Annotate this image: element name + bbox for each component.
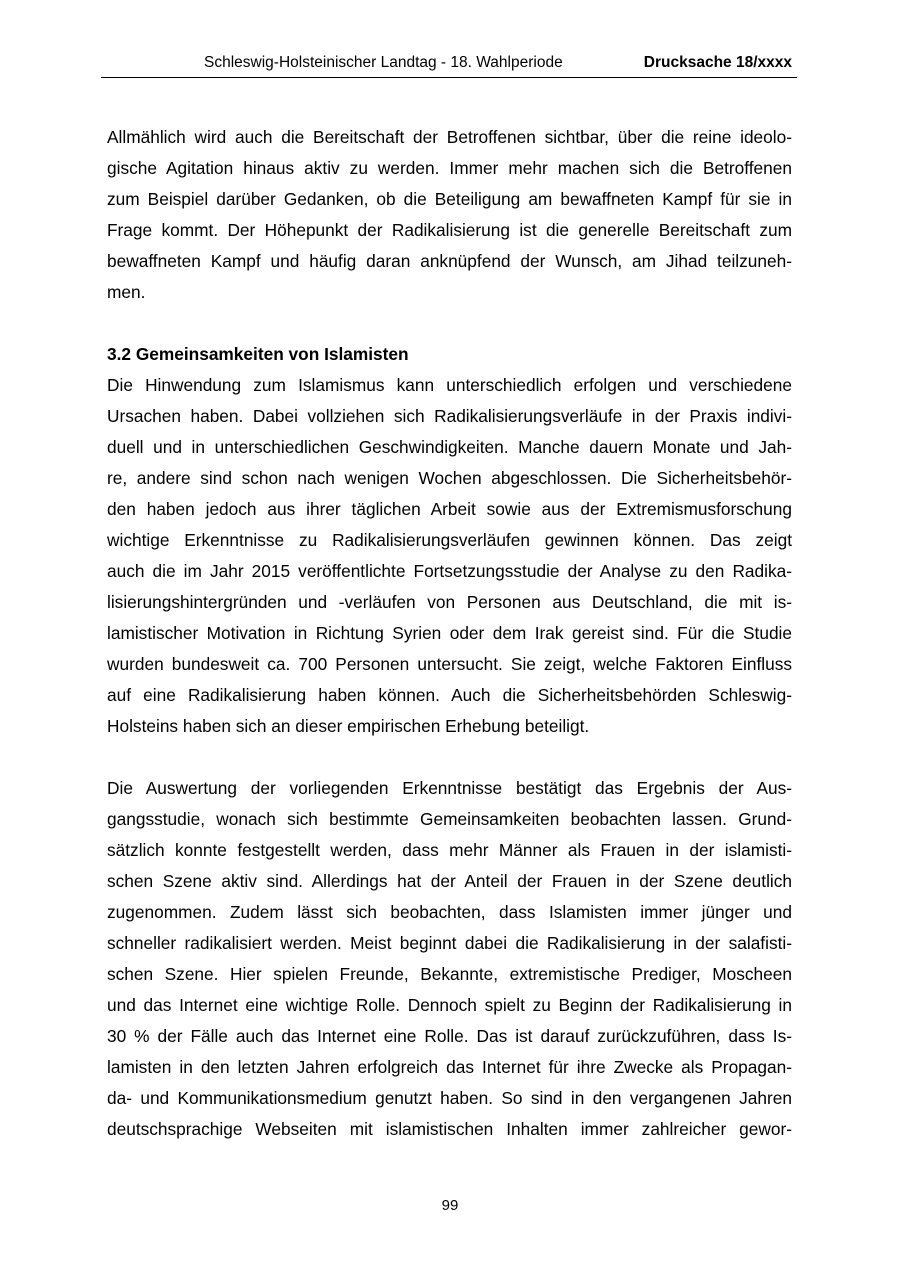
paragraph-line: den haben jedoch aus ihrer täglichen Arbeit sowie aus der Extremismusforschung: [107, 499, 792, 519]
paragraph-line: duell und in unterschiedlichen Geschwindigkeiten. Manche dauern Monate und Jah-: [107, 437, 792, 457]
paragraph-line: und das Internet eine wichtige Rolle. Dennoch spielt zu Beginn der Radikalisierung in: [107, 995, 792, 1015]
paragraph-line: da- und Kommunikationsmedium genutzt haben. So sind in den vergangenen Jahren: [107, 1088, 792, 1108]
paragraph-line: auch die im Jahr 2015 veröffentlichte Fortsetzungsstudie der Analyse zu den Radika-: [107, 561, 792, 581]
paragraph-line: auf eine Radikalisierung haben können. Auch die Sicherheitsbehörden Schleswig-: [107, 685, 792, 705]
document-body: [107, 122, 792, 1145]
section-heading: 3.2 Gemeinsamkeiten von Islamisten: [107, 344, 409, 364]
page-number: 99: [441, 1197, 459, 1214]
paragraph-line: schen Szene. Hier spielen Freunde, Bekannte, extremistische Prediger, Moscheen: [107, 964, 792, 984]
paragraph-line: men.: [107, 282, 146, 302]
paragraph-spacer: [107, 742, 792, 773]
paragraph-2: [107, 370, 792, 742]
paragraph-line: lamistischer Motivation in Richtung Syrien oder dem Irak gereist sind. Für die Studie: [107, 623, 792, 643]
paragraph-line: lisierungshintergründen und -verläufen von Personen aus Deutschland, die mit is-: [107, 592, 792, 612]
paragraph-line: Allmählich wird auch die Bereitschaft der Betroffenen sichtbar, über die reine ideolo-: [107, 127, 792, 147]
paragraph-line: sätzlich konnte festgestellt werden, dass mehr Männer als Frauen in der islamisti-: [107, 840, 792, 860]
paragraph-line: 30 % der Fälle auch das Internet eine Rolle. Das ist darauf zurückzuführen, dass Is-: [107, 1026, 792, 1046]
paragraph-line: Holsteins haben sich an dieser empirischen Erhebung beteiligt.: [107, 716, 590, 736]
paragraph-line: wurden bundesweit ca. 700 Personen untersucht. Sie zeigt, welche Faktoren Einfluss: [107, 654, 792, 674]
page-header: [101, 50, 797, 78]
paragraph-line: bewaffneten Kampf und häufig daran anknüpfend der Wunsch, am Jihad teilzuneh-: [107, 251, 792, 271]
paragraph-3: [107, 773, 792, 1145]
paragraph-line: zum Beispiel darüber Gedanken, ob die Beteiligung am bewaffneten Kampf für sie in: [107, 189, 792, 209]
paragraph-line: deutschsprachige Webseiten mit islamistischen Inhalten immer zahlreicher gewor-: [107, 1119, 792, 1139]
paragraph-line: re, andere sind schon nach wenigen Wochen abgeschlossen. Die Sicherheitsbehör-: [107, 468, 792, 488]
paragraph-spacer: [107, 308, 792, 339]
header-document-number: Drucksache 18/xxxx: [643, 54, 792, 71]
paragraph-line: wichtige Erkenntnisse zu Radikalisierungsverläufen gewinnen können. Das zeigt: [107, 530, 792, 550]
paragraph-line: gangsstudie, wonach sich bestimmte Gemeinsamkeiten beobachten lassen. Grund-: [107, 809, 792, 829]
paragraph-1: [107, 122, 792, 308]
paragraph-line: Frage kommt. Der Höhepunkt der Radikalisierung ist die generelle Bereitschaft zum: [107, 220, 792, 240]
paragraph-line: Die Hinwendung zum Islamismus kann unterschiedlich erfolgen und verschiedene: [107, 375, 792, 395]
paragraph-line: Die Auswertung der vorliegenden Erkenntnisse bestätigt das Ergebnis der Aus-: [107, 778, 792, 798]
paragraph-line: lamisten in den letzten Jahren erfolgreich das Internet für ihre Zwecke als Propagan-: [107, 1057, 792, 1077]
paragraph-line: gische Agitation hinaus aktiv zu werden. Immer mehr machen sich die Betroffenen: [107, 158, 792, 178]
header-title: Schleswig-Holsteinischer Landtag - 18. Wahlperiode: [204, 54, 563, 71]
paragraph-line: Ursachen haben. Dabei vollziehen sich Radikalisierungsverläufe in der Praxis indivi-: [107, 406, 792, 426]
paragraph-line: schneller radikalisiert werden. Meist beginnt dabei die Radikalisierung in der salafisti-: [107, 933, 792, 953]
paragraph-line: schen Szene aktiv sind. Allerdings hat der Anteil der Frauen in der Szene deutlich: [107, 871, 792, 891]
paragraph-line: zugenommen. Zudem lässt sich beobachten, dass Islamisten immer jünger und: [107, 902, 792, 922]
